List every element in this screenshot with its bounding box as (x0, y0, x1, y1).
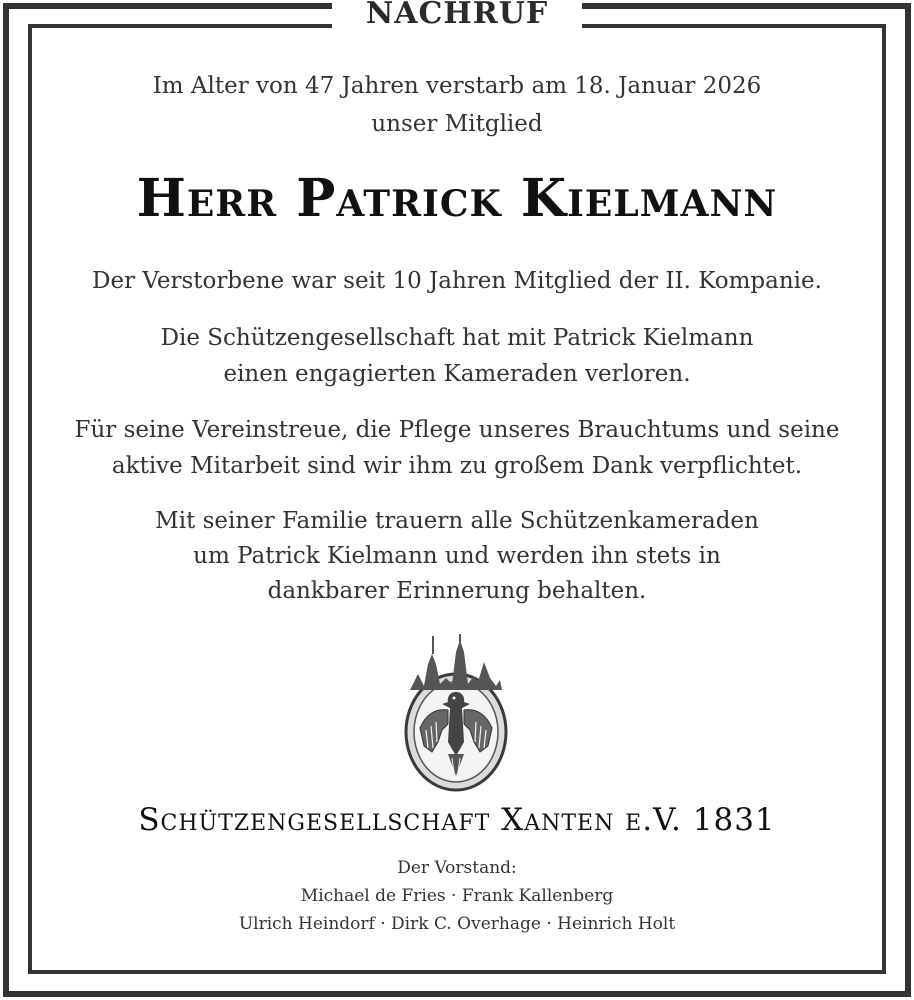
board-members-line-2: Ulrich Heindorf · Dirk C. Overhage · Heinrich Holt (238, 914, 676, 934)
page-title: NACHRUF (365, 0, 549, 31)
paragraph-2-line-2: einen engagierten Kameraden verloren. (223, 361, 691, 387)
eagle-crest-icon (398, 634, 514, 794)
paragraph-3-line-2: aktive Mitarbeit sind wir ihm zu großem Dank verpflichtet. (111, 453, 803, 479)
deceased-name: Herr Patrick Kielmann (136, 168, 778, 229)
intro-line-1: Im Alter von 47 Jahren verstarb am 18. Januar 2026 (152, 73, 762, 99)
paragraph-4-line-3: dankbarer Erinnerung behalten. (267, 578, 647, 604)
organization-name: Schützengesellschaft Xanten e.V. 1831 (138, 802, 776, 838)
paragraph-1-line-1: Der Verstorbene war seit 10 Jahren Mitglied der II. Kompanie. (92, 268, 822, 294)
intro-line-2: unser Mitglied (371, 111, 543, 137)
paragraph-3-line-1: Für seine Vereinstreue, die Pflege unseres Brauchtums und seine (74, 417, 840, 443)
board-label: Der Vorstand: (397, 858, 517, 878)
board-members-line-1: Michael de Fries · Frank Kallenberg (300, 886, 614, 906)
paragraph-4-line-2: um Patrick Kielmann und werden ihn stets in (193, 543, 721, 569)
paragraph-2-line-1: Die Schützengesellschaft hat mit Patrick Kielmann (160, 325, 754, 351)
paragraph-4-line-1: Mit seiner Familie trauern alle Schützenkameraden (155, 508, 759, 534)
